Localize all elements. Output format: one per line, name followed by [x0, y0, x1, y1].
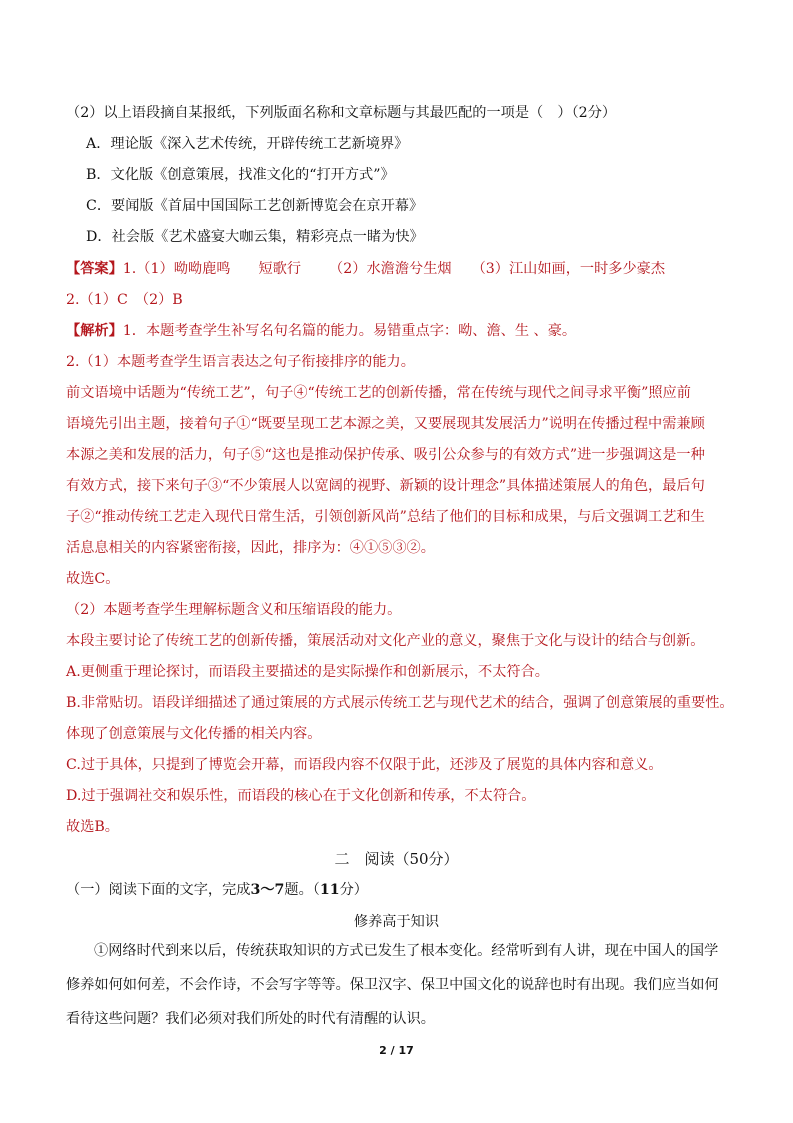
subheading-text: （一）阅读下面的文字，完成: [66, 882, 251, 898]
subheading-range: 3～7: [250, 882, 285, 898]
article-paragraph: ①网络时代到来以后，传统获取知识的方式已发生了根本变化。经常听到有人讲，现在中国人的国学: [94, 943, 719, 959]
analysis-tag: 【解析】: [66, 323, 123, 339]
answer-line-1: [66, 259, 665, 279]
analysis-text: 1．本题考查学生补写名句名篇的能力。易错重点字：呦、澹、生 、豪。: [122, 323, 577, 339]
analysis-line: 活息息相关的内容紧密衔接，因此，排序为：④①⑤③②。: [66, 540, 435, 556]
analysis-line: （2）本题考查学生理解标题含义和压缩语段的能力。: [66, 602, 402, 618]
analysis-line-1: [66, 321, 576, 341]
analysis-line: 本段主要讨论了传统工艺的创新传播，策展活动对文化产业的意义，聚焦于文化与设计的结合与创新。: [66, 633, 705, 649]
subheading-text: 分）: [339, 882, 368, 898]
section-subheading: [66, 880, 368, 900]
answer-1b: 短歌行: [258, 261, 302, 277]
analysis-line: A.更侧重于理论探讨，而语段主要描述的是实际操作和创新展示，不太符合。: [66, 664, 549, 680]
page-number: 2 / 17: [379, 1044, 414, 1057]
option-d: D．社会版《艺术盛宴大咖云集，精彩亮点一睹为快》: [86, 229, 424, 245]
analysis-line: B.非常贴切。语段详细描述了通过策展的方式展示传统工艺与现代艺术的结合，强调了创意策展的重要性。: [66, 695, 734, 711]
article-paragraph: 修养如何如何差，不会作诗，不会写字等等。保卫汉字、保卫中国文化的说辞也时有出现。我们应当如何: [66, 977, 719, 993]
analysis-line: 语境先引出主题，接着句子①“既要呈现工艺本源之美，又要展现其发展活力”说明在传播过程中需兼顾: [66, 416, 705, 432]
article-title: 修养高于知识: [353, 914, 440, 930]
analysis-line: 故选C。: [66, 571, 120, 587]
option-c: C．要闻版《首届中国国际工艺创新博览会在京开幕》: [86, 198, 424, 214]
analysis-line: 体现了创意策展与文化传播的相关内容。: [66, 726, 322, 742]
answer-1a: 1.（1）呦呦鹿鸣: [122, 261, 231, 277]
analysis-line: 本源之美和发展的活力，句子⑤“这也是推动保护传承、吸引公众参与的有效方式”进一步强调这是一种: [66, 447, 705, 463]
subheading-text: 题。（: [284, 882, 320, 898]
analysis-line: 故选B。: [66, 819, 119, 835]
analysis-line: 2.（1）本题考查学生语言表达之句子衔接排序的能力。: [66, 354, 415, 370]
question-stem: （2）以上语段摘自某报纸，下列版面名称和文章标题与其最匹配的一项是（ ）（2分）: [66, 105, 617, 121]
analysis-line: 前文语境中话题为“传统工艺”，句子④“传统工艺的创新传播，常在传统与现代之间寻求平衡”照应前: [66, 385, 691, 401]
option-b: B．文化版《创意策展，找准文化的“打开方式”》: [86, 167, 395, 183]
analysis-line: D.过于强调社交和娱乐性，而语段的核心在于文化创新和传承，不太符合。: [66, 788, 536, 804]
analysis-line: C.过于具体，只提到了博览会开幕，而语段内容不仅限于此，还涉及了展览的具体内容和意义。: [66, 757, 663, 773]
answer-1d: （3）江山如画，一时多少豪杰: [471, 261, 666, 277]
answer-line-2: 2.（1）C （2）B: [66, 292, 183, 308]
analysis-line: 子②“推动传统工艺走入现代日常生活，引领创新风尚”总结了他们的目标和成果，与后文强调工艺和生: [66, 509, 705, 525]
answer-1c: （2）水澹澹兮生烟: [329, 261, 452, 277]
article-paragraph: 看待这些问题？我们必须对我们所处的时代有清醒的认识。: [66, 1011, 435, 1027]
answer-tag: 【答案】: [66, 261, 123, 277]
subheading-score: 11: [319, 882, 340, 898]
analysis-line: 有效方式，接下来句子③“不少策展人以宽阔的视野、新颖的设计理念”具体描述策展人的角色，最后句: [66, 478, 705, 494]
option-a: A．理论版《深入艺术传统，开辟传统工艺新境界》: [86, 136, 409, 152]
section-heading: 二 阅读（50分）: [334, 850, 459, 868]
